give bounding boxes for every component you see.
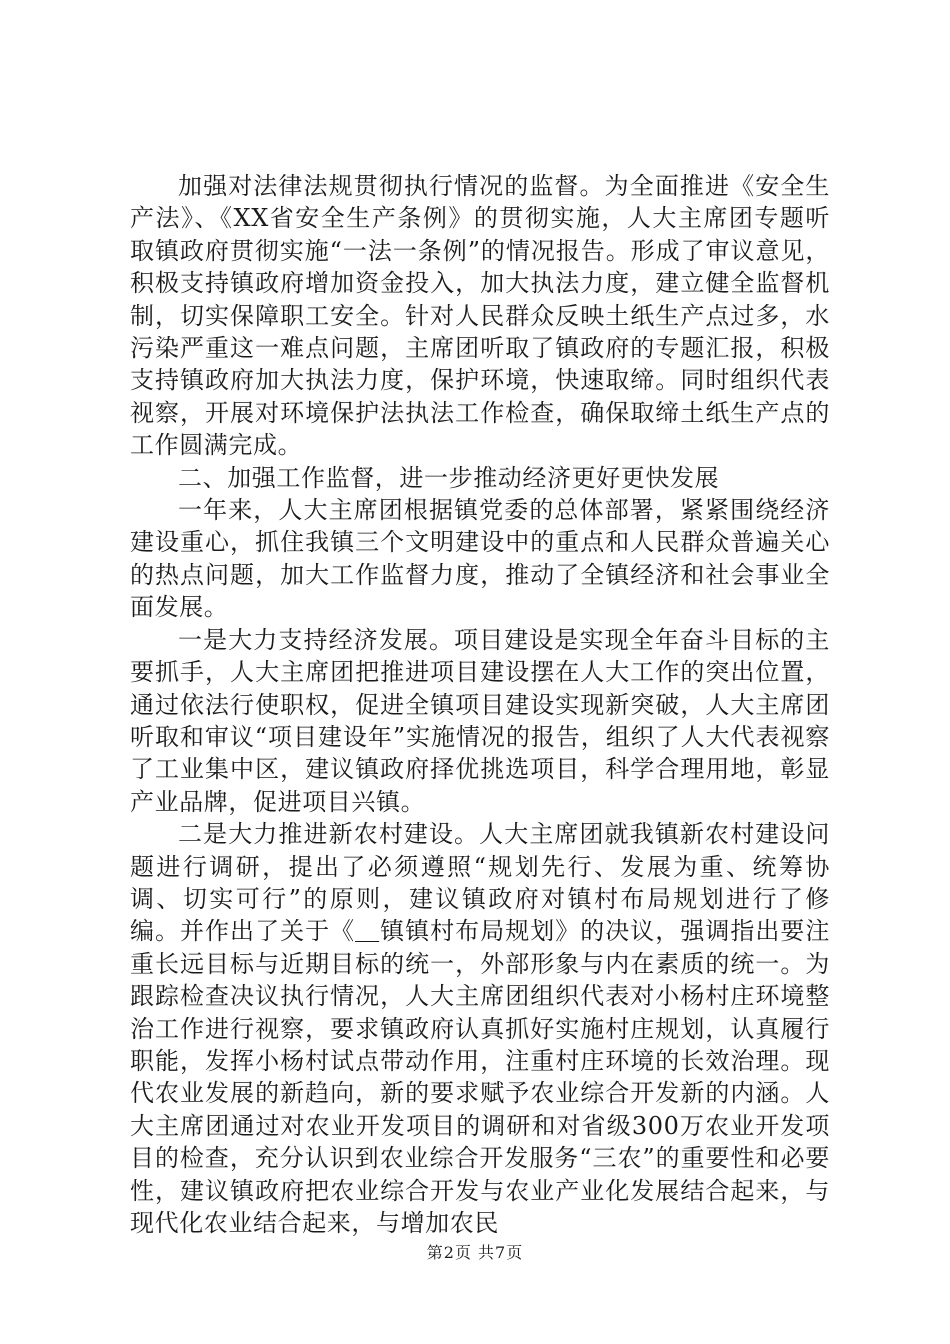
paragraph-year-review: 一年来，人大主席团根据镇党委的总体部署，紧紧围绕经济建设重心，抓住我镇三个文明建设中的重点和人民群众普遍关心的热点问题，加大工作监督力度，推动了全镇经济和社会事业全面发展。 [130,496,830,622]
page-number-footer: 第2页 共7页 [426,1243,524,1262]
paragraph-new-rural-construction: 二是大力推进新农村建设。人大主席团就我镇新农村建设问题进行调研，提出了必须遵照“规划先行、发展为重、统筹协调、切实可行”的原则，建议镇政府对镇村布局规划进行了修编。并作出了关于《＿镇镇村布局规划》的决议，强调指出要注重长远目标与近期目标的统一，外部形象与内在素质的统一。为跟踪检查决议执行情况，人大主席团组织代表对小杨村庄环境整治工作进行视察，要求镇政府认真抓好实施村庄规划，认真履行职能，发挥小杨村试点带动作用，注重村庄环境的长效治理。现代农业发展的新趋向，新的要求赋予农业综合开发新的内涵。人大主席团通过对农业开发项目的调研和对省级300万农业开发项目的检查，充分认识到农业综合开发服务“三农”的重要性和必要性，建议镇政府把农业综合开发与农业产业化发展结合起来，与现代化农业结合起来，与增加农民 [130,820,830,1237]
paragraph-economic-development: 一是大力支持经济发展。项目建设是实现全年奋斗目标的主要抓手，人大主席团把推进项目建设摆在人大工作的突出位置，通过依法行使职权，促进全镇项目建设实现新突破，人大主席团听取和审议“项目建设年”实施情况的报告，组织了人大代表视察了工业集中区，建议镇政府择优挑选项目，科学合理用地，彰显产业品牌，促进项目兴镇。 [130,625,830,816]
paragraph-legal-supervision: 加强对法律法规贯彻执行情况的监督。为全面推进《安全生产法》、《XX省安全生产条例》的贯彻实施，人大主席团专题听取镇政府贯彻实施“一法一条例”的情况报告。形成了审议意见，积极支持镇政府增加资金投入，加大执法力度，建立健全监督机制，切实保障职工安全。针对人民群众反映土纸生产点过多，水污染严重这一难点问题，主席团听取了镇政府的专题汇报，积极支持镇政府加大执法力度，保护环境，快速取缔。同时组织代表视察，开展对环境保护法执法工作检查，确保取缔土纸生产点的工作圆满完成。 [130,172,830,460]
document-body [130,170,830,1239]
section-heading-work-supervision: 二、加强工作监督，进一步推动经济更好更快发展 [178,463,720,492]
